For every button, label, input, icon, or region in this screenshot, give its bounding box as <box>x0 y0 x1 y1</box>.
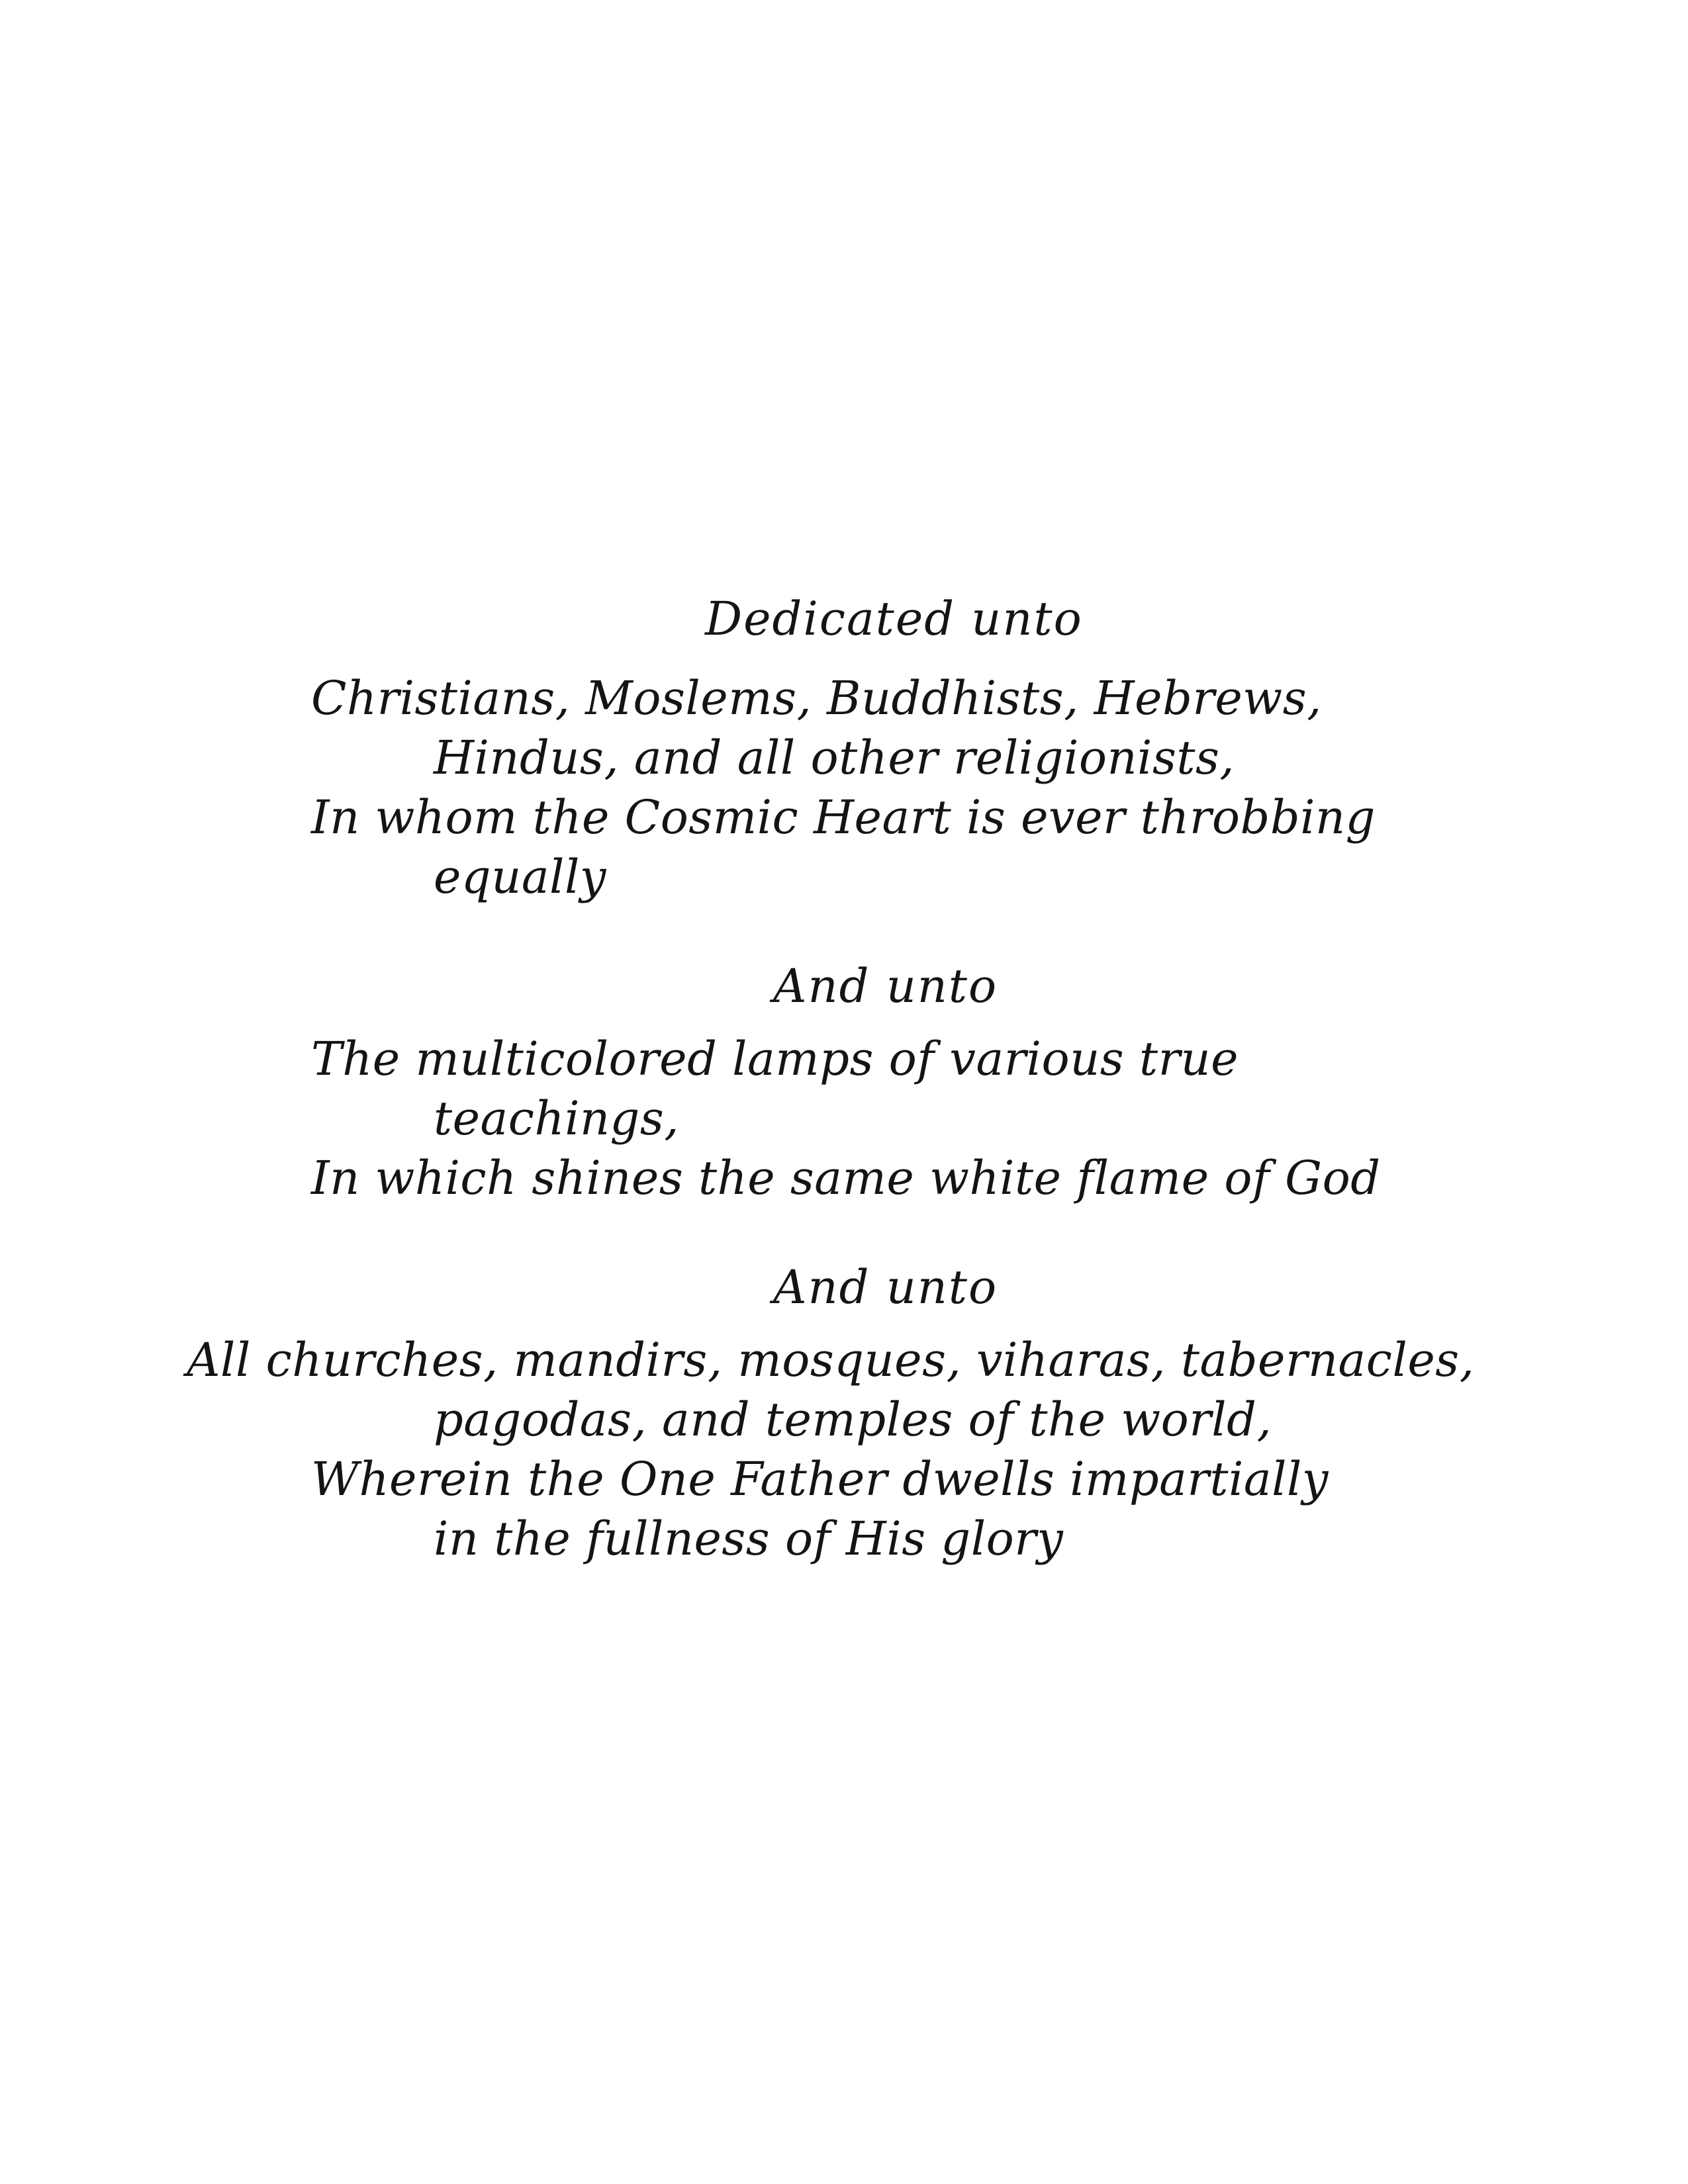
section-3-line-1: All churches, mandirs, mosques, viharas, tabernacles, <box>187 1333 1475 1387</box>
section-3-line-3: Wherein the One Father dwells impartially <box>311 1452 1329 1506</box>
section-1-line-1: Christians, Moslems, Buddhists, Hebrews, <box>311 671 1322 725</box>
section-2-line-1: The multicolored lamps of various true <box>311 1032 1239 1086</box>
section-1-line-2: Hindus, and all other religionists, <box>434 731 1235 785</box>
section-3-heading: And unto <box>773 1260 998 1314</box>
section-1-heading: Dedicated unto <box>705 592 1083 646</box>
section-1-line-4: equally <box>434 850 606 904</box>
section-2-line-2: teachings, <box>434 1091 680 1146</box>
section-3-line-2: pagodas, and temples of the world, <box>434 1392 1272 1447</box>
section-2-line-3: In which shines the same white flame of God <box>311 1151 1381 1205</box>
section-1-line-3: In whom the Cosmic Heart is ever throbbing <box>311 790 1376 844</box>
section-2-heading: And unto <box>773 959 998 1013</box>
section-3-line-4: in the fullness of His glory <box>434 1512 1064 1566</box>
